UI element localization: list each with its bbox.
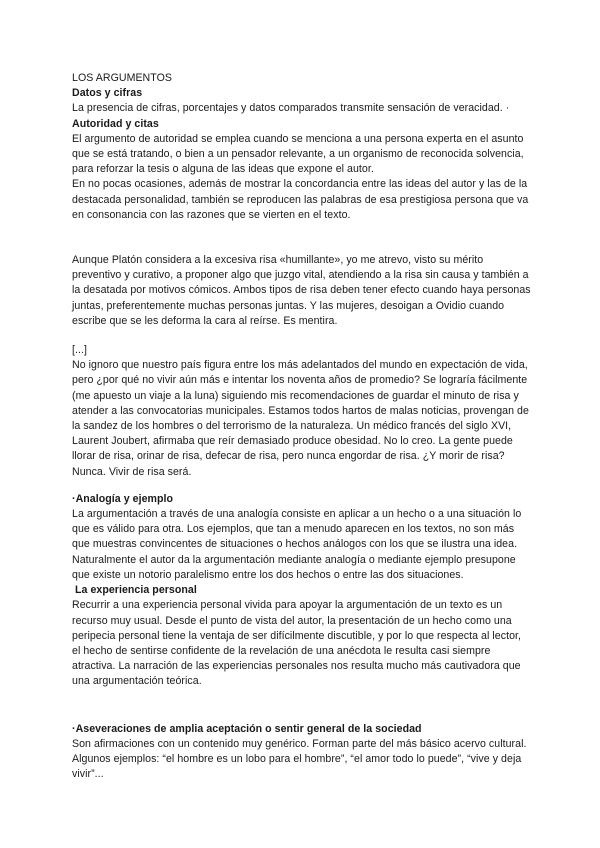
section-text-autoridad-p2: En no pocas ocasiones, además de mostrar la concordancia entre las ideas del autor y las de la destacada personalidad, también se reproducen las palabras de esa prestigiosa persona que va en consonancia con las razones que se vierten en el texto. bbox=[72, 178, 529, 221]
section-text-analogia: La argumentación a través de una analogía consiste en aplicar a un hecho o a una situación lo que es válido para otra. Los ejemplos, que tan a menudo aparecen en los textos, no son más que muestras convincentes de situaciones o hechos análogos con los que se ilustra una idea. Naturalmente el autor da la argumentación mediante analogía o mediante ejemplo presupone que existe un notorio paralelismo entre los dos hechos o entre las dos situaciones. bbox=[72, 508, 522, 581]
quote-paragraph-2: No ignoro que nuestro país figura entre los más adelantados del mundo en expectación de vida, pero ¿por qué no vivir aún más e intentar los noventa años de promedio? Se lograría fácilmente (me apuesto un viaje a la luna) siguiendo mis recomendaciones de guardar el minuto de risa y atender a las convocatorias municipales. Estamos todos hartos de malas noticias, provengan de la sandez de los hombres o del terrorismo de la naturaleza. Un médico francés del siglo XVI, Laurent Joubert, afirmaba que reír demasiado produce obesidad. No lo creo. La gente puede llorar de risa, orinar de risa, defecar de risa, pero nunca engordar de risa. ¿Y morir de risa? Nunca. Vivir de risa será. bbox=[72, 359, 529, 478]
quote-ellipsis: [...] bbox=[72, 344, 87, 357]
section-heading-experiencia: La experiencia personal bbox=[75, 584, 197, 597]
section-text-datos-cifras: La presencia de cifras, porcentajes y datos comparados transmite sensación de veracidad. · bbox=[72, 102, 510, 115]
section-heading-datos-cifras: Datos y cifras bbox=[72, 87, 143, 100]
document-page bbox=[72, 71, 532, 782]
section-heading-aseveraciones: ·Aseveraciones de amplia aceptación o sentir general de la sociedad bbox=[72, 722, 422, 735]
document-title: LOS ARGUMENTOS bbox=[72, 72, 172, 84]
section-text-experiencia: Recurrir a una experiencia personal vivida para apoyar la argumentación de un texto es un recurso muy usual. Desde el punto de vista del autor, la presentación de un hecho como una peripecia personal tiene la ventaja de ser difícilmente discutible, y por lo que respecta al lector, el hecho de sentirse confidente de la revelación de una anécdota le resulta casi siempre atractiva. La narración de las experiencias personales nos resulta mucho más cautivadora que una argumentación teórica. bbox=[72, 599, 522, 688]
section-text-aseveraciones: Son afirmaciones con un contenido muy genérico. Forman parte del más básico acervo cultural. Algunos ejemplos: “el hombre es un lobo para el hombre”, “el amor todo lo puede”, “vive y deja vivir”... bbox=[72, 737, 527, 781]
section-heading-autoridad-citas: Autoridad y citas bbox=[72, 117, 159, 130]
section-text-autoridad-p1: El argumento de autoridad se emplea cuando se menciona a una persona experta en el asunto que se está tratando, o bien a un pensador relevante, a un organismo de reconocida solvencia, para reforzar la tesis o alguna de las ideas que expone el autor. bbox=[72, 132, 524, 176]
section-heading-analogia: ·Analogía y ejemplo bbox=[72, 492, 174, 505]
quote-paragraph-1: Aunque Platón considera a la excesiva risa «humillante», yo me atrevo, visto su mérito preventivo y curativo, a proponer algo que juzgo vital, atendiendo a la risa sin causa y también a la desatada por motivos cómicos. Ambos tipos de risa deben tener efecto cuando haya personas juntas, preferentemente muchas personas juntas. Y las mujeres, desoigan a Ovidio cuando escribe que se les deforma la cara al reírse. Es mentira. bbox=[72, 254, 531, 327]
